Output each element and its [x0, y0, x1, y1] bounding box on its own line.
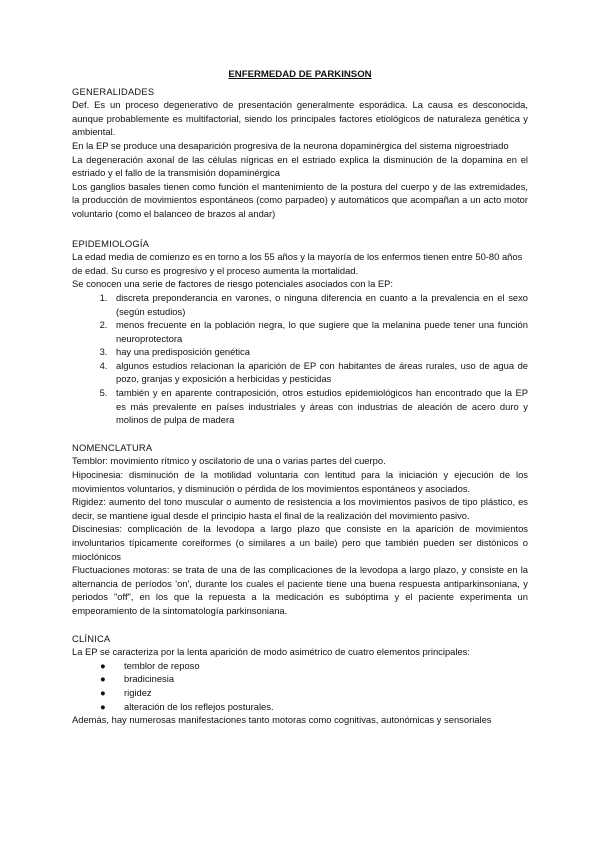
section-heading-epidemiologia: EPIDEMIOLOGÍA — [72, 237, 150, 249]
document-title: ENFERMEDAD DE PARKINSON — [228, 69, 372, 80]
section-heading-clinica: CLÍNICA — [72, 632, 111, 644]
term-temblor: Temblor: movimiento rítmico y oscilatorio de una o varias partes del cuerpo. — [72, 455, 386, 467]
list-item: 5. también y en aparente contraposición, otros estudios epidemiológicos han encontrado que la EP es más prevalente en países industriales y áreas con industrias de aleación de acero duro y molinos de pulpa de madera — [110, 386, 528, 427]
list-item-text: temblor de reposo — [124, 659, 200, 671]
paragraph-edad-media: La edad media de comienzo es en torno a los 55 años y la mayoría de los enfermos tienen entre 50-80 años de edad. Su curso es progresivo y el proceso aumenta la mortalidad. — [72, 251, 523, 276]
list-item-text: rigidez — [124, 686, 152, 698]
term-discinesias: Discinesias: complicación de la levodopa a largo plazo que consiste en la aparición de movimientos involuntarios típicamente coreiformes (o similares a un baile) pero que también pueden ser distónicos o mioclónicos — [72, 523, 528, 562]
paragraph-factores-riesgo: Se conocen una serie de factores de riesgo potenciales asociados con la EP: — [72, 278, 394, 290]
list-item: 1. discreta preponderancia en varones, o ninguna diferencia en cuanto a la prevalencia en el sexo (según estudios) — [110, 291, 528, 318]
list-item: 2. menos frecuente en la población negra, lo que sugiere que la melanina puede tener una función neuroprotectora — [110, 318, 528, 345]
term-fluctuaciones-motoras: Fluctuaciones motoras: se trata de una de las complicaciones de la levodopa a largo plazo, y consiste en la alternancia de períodos 'on', durante los cuales el paciente tiene una buena respuesta antiparkinsoniana, y periodos "off", en los que la repuesta a la medicación es subóptima y el paciente experimenta un empeoramiento de la sintomatología parkinsoniana. — [72, 564, 528, 616]
list-item-text: alteración de los reflejos posturales. — [124, 700, 274, 712]
paragraph-clinica-outro: Además, hay numerosas manifestaciones tanto motoras como cognitivas, autonómicas y sensoriales — [72, 714, 492, 726]
bullet-icon: ● — [100, 700, 106, 712]
paragraph-degeneracion: La degeneración axonal de las células nígricas en el estriado explica la disminución de la dopamina en el estriado y el fallo de la transmisión dopaminérgica — [72, 153, 528, 179]
term-hipocinesia: Hipocinesia: disminución de la motilidad voluntaria con lentitud para la iniciación y ejecución de los movimientos voluntarios, y disminución o pérdida de los movimientos espontáneos y asociados. — [72, 469, 528, 494]
list-item: 4. algunos estudios relacionan la aparición de EP con habitantes de áreas rurales, uso de agua de pozo, granjas y exposición a herbicidas y pesticidas — [110, 359, 528, 386]
bullet-icon: ● — [100, 686, 106, 698]
paragraph-nigroestriado: En la EP se produce una desaparición progresiva de la neurona dopaminérgica del sistema nigroestriado — [72, 139, 509, 151]
list-item-text: bradicinesia — [124, 673, 175, 685]
bullet-icon: ● — [100, 659, 106, 671]
paragraph-ganglios-basales: Los ganglios basales tienen como función el mantenimiento de la postura del cuerpo y de las extremidades, la producción de movimientos espontáneos (como parpadeo) y automáticos que acompañan a un acto motor voluntario (como el balanceo de brazos al andar) — [72, 180, 528, 219]
risk-factor-list — [72, 291, 528, 427]
list-item — [100, 700, 528, 714]
section-nomenclatura — [72, 441, 528, 618]
section-heading-nomenclatura: NOMENCLATURA — [72, 441, 153, 453]
list-item — [100, 672, 528, 686]
paragraph-clinica-intro: La EP se caracteriza por la lenta aparición de modo asimétrico de cuatro elementos principales: — [72, 646, 470, 658]
list-item — [100, 659, 528, 673]
bullet-icon: ● — [100, 673, 106, 685]
list-item — [100, 686, 528, 700]
term-rigidez: Rigidez: aumento del tono muscular o aumento de resistencia a los movimientos pasivos de tipo plástico, es decir, se mantiene igual desde el principio hasta el final de la realización del movimiento pasivo. — [72, 496, 528, 521]
clinical-signs-list — [72, 659, 528, 713]
section-generalidades — [72, 85, 528, 221]
section-epidemiologia — [72, 237, 528, 427]
list-item: 3. hay una predisposición genética — [110, 345, 528, 359]
section-clinica — [72, 632, 528, 727]
section-heading-generalidades: GENERALIDADES — [72, 85, 155, 97]
paragraph-definition: Def. Es un proceso degenerativo de presentación generalmente esporádica. La causa es desconocida, aunque probablemente es multifactorial, siendo los principales factores etiológicos de naturaleza genética y ambiental. — [72, 99, 528, 138]
